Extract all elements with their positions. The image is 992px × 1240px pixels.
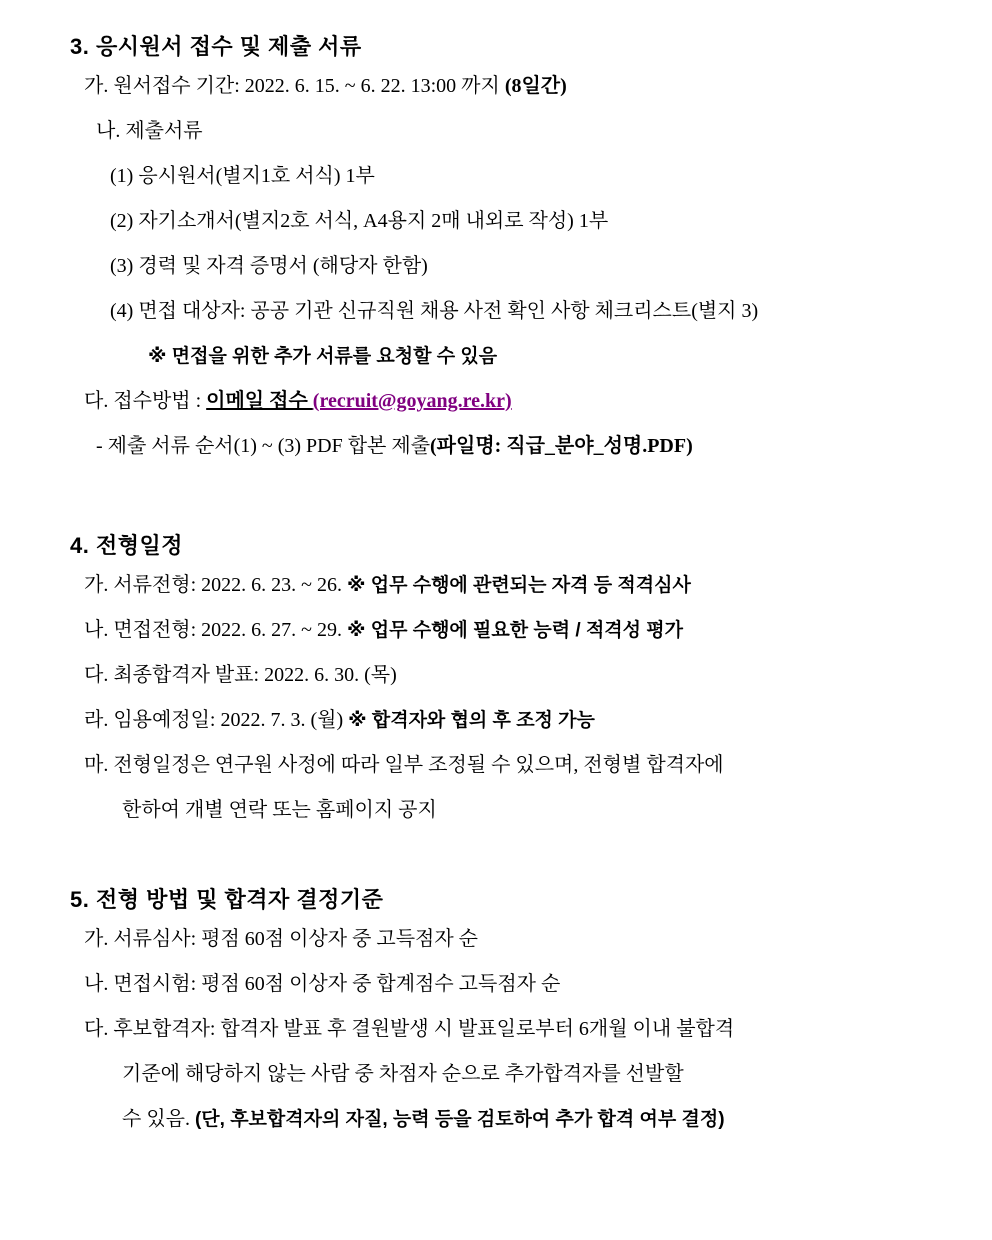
email-link[interactable]: (recruit@goyang.re.kr) bbox=[312, 390, 512, 412]
appointment-date-line bbox=[84, 698, 992, 743]
section-3-heading: 3. 응시원서 접수 및 제출 서류 bbox=[70, 34, 362, 59]
application-method-label: 다. 접수방법 : bbox=[84, 390, 207, 412]
section-4 bbox=[0, 529, 992, 833]
submission-period-duration: (8일간) bbox=[504, 75, 567, 97]
waitlist-line-3 bbox=[122, 1097, 992, 1142]
interview-note: ※ 업무 수행에 필요한 능력 / 적격성 평가 bbox=[346, 620, 683, 641]
section-5 bbox=[0, 883, 992, 1142]
document-screening-date: 가. 서류전형: 2022. 6. 23. ~ 26. bbox=[84, 574, 347, 596]
application-method-line bbox=[84, 379, 992, 424]
section-4-heading: 4. 전형일정 bbox=[70, 533, 183, 558]
pdf-merge-note-text: - 제출 서류 순서(1) ~ (3) PDF 합본 제출 bbox=[96, 435, 431, 457]
additional-docs-note: ※ 면접을 위한 추가 서류를 요청할 수 있음 bbox=[148, 346, 498, 367]
submission-period-text: 가. 원서접수 기간: 2022. 6. 15. ~ 6. 22. 13:00 까지 bbox=[84, 75, 505, 97]
document-item-2: (2) 자기소개서(별지2호 서식, A4용지 2매 내외로 작성) 1부 bbox=[110, 210, 609, 232]
appointment-date-text: 라. 임용예정일: 2022. 7. 3. (월) bbox=[84, 709, 349, 731]
submission-period-line bbox=[84, 64, 992, 109]
pdf-filename-format: (파일명: 직급_분야_성명.PDF) bbox=[430, 435, 693, 457]
appointment-date-note: ※ 합격자와 협의 후 조정 가능 bbox=[348, 710, 595, 731]
section-5-heading: 5. 전형 방법 및 합격자 결정기준 bbox=[70, 887, 384, 912]
document-screening-note: ※ 업무 수행에 관련되는 자격 등 적격심사 bbox=[346, 575, 691, 596]
waitlist-line-1: 다. 후보합격자: 합격자 발표 후 결원발생 시 발표일로부터 6개월 이내 불합격 bbox=[84, 1018, 735, 1040]
pdf-merge-note-line bbox=[96, 424, 992, 469]
document-item-1: (1) 응시원서(별지1호 서식) 1부 bbox=[110, 165, 375, 187]
waitlist-line-2: 기준에 해당하지 않는 사람 중 차점자 순으로 추가합격자를 선발할 bbox=[122, 1063, 684, 1085]
schedule-change-notice-line: 마. 전형일정은 연구원 사정에 따라 일부 조정될 수 있으며, 전형별 합격자에 bbox=[84, 754, 724, 776]
document-item-4: (4) 면접 대상자: 공공 기관 신규직원 채용 사전 확인 사항 체크리스트(별지 3) bbox=[110, 300, 759, 322]
document-screening-line bbox=[84, 563, 992, 608]
schedule-change-notice-continued: 한하여 개별 연락 또는 홈페이지 공지 bbox=[122, 799, 437, 821]
interview-date: 나. 면접전형: 2022. 6. 27. ~ 29. bbox=[84, 619, 347, 641]
documents-label-line: 나. 제출서류 bbox=[96, 120, 203, 142]
document-review-line: 가. 서류심사: 평점 60점 이상자 중 고득점자 순 bbox=[84, 928, 478, 950]
waitlist-line-3-text: 수 있음. bbox=[122, 1108, 195, 1130]
interview-line bbox=[84, 608, 992, 653]
document-item-3: (3) 경력 및 자격 증명서 (해당자 한함) bbox=[110, 255, 428, 277]
interview-exam-line: 나. 면접시험: 평점 60점 이상자 중 합계점수 고득점자 순 bbox=[84, 973, 561, 995]
email-receipt-text: 이메일 접수 bbox=[206, 390, 313, 412]
final-announcement-line: 다. 최종합격자 발표: 2022. 6. 30. (목) bbox=[84, 664, 397, 686]
section-3 bbox=[0, 30, 992, 469]
waitlist-condition-note: (단, 후보합격자의 자질, 능력 등을 검토하여 추가 합격 여부 결정) bbox=[194, 1109, 725, 1130]
